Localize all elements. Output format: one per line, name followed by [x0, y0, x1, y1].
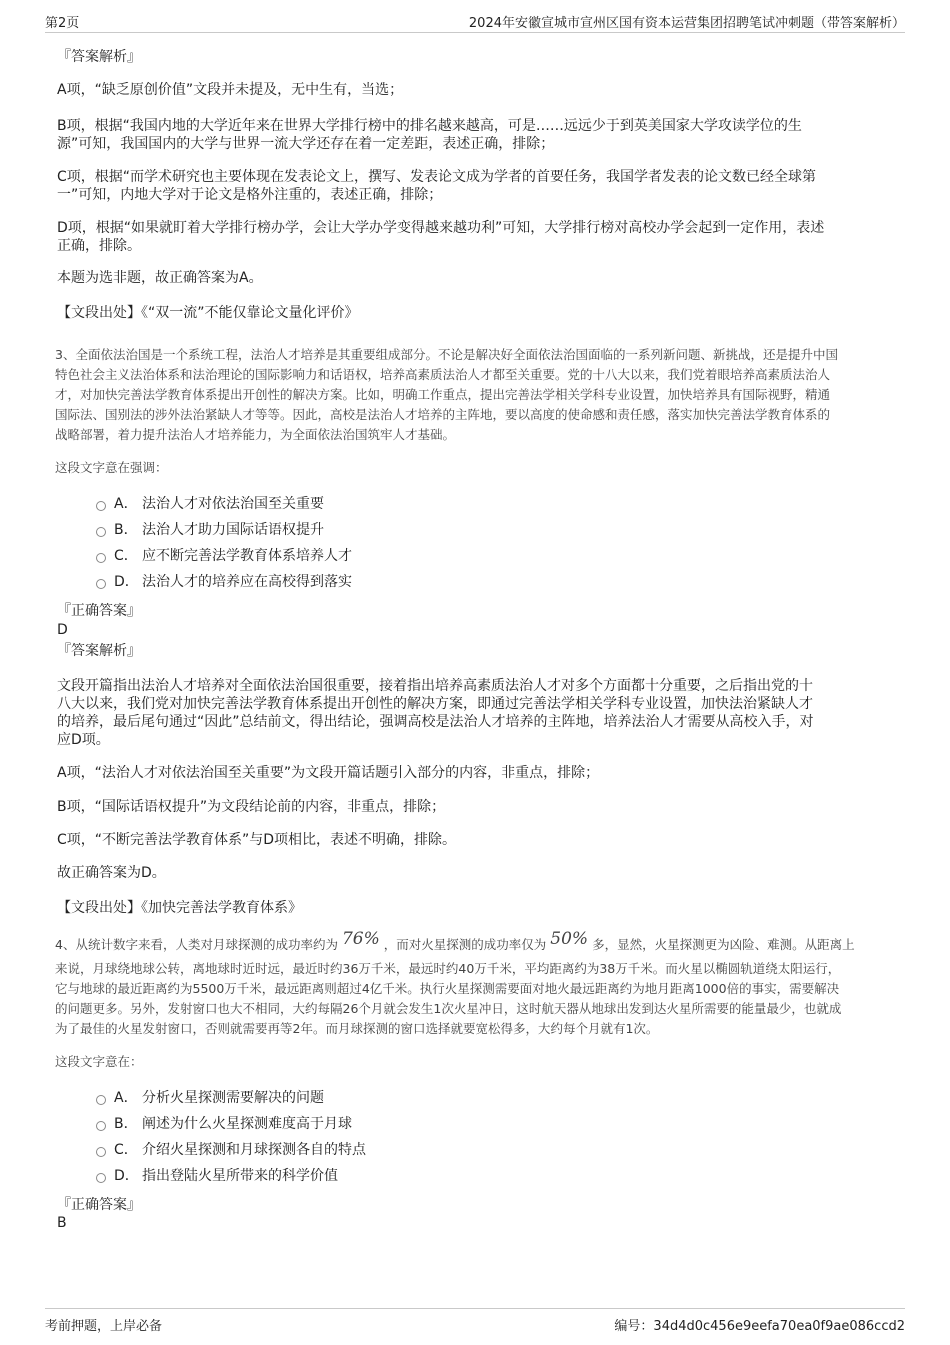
analysis-option-d-line2: 正确，排除。 — [57, 238, 141, 254]
correct-answer-value: D — [57, 622, 68, 638]
passage-source: 【文段出处】《“双一流”不能仅靠论文量化评价》 — [57, 305, 359, 321]
correct-answer-heading: 『正确答案』 — [57, 1197, 141, 1213]
radio-icon[interactable] — [96, 579, 106, 589]
q4-option-c[interactable]: C． 介绍火星探测和月球探测各自的特点 — [96, 1139, 366, 1161]
q4-option-d[interactable]: D． 指出登陆火星所带来的科学价值 — [96, 1165, 338, 1187]
page-header — [45, 8, 905, 33]
q3-analysis-line2: 八大以来，我们党对加快完善法学教育体系提出开创性的解决方案，即通过完善法学相关学科专业设置，加快法治紧缺人才 — [57, 696, 813, 712]
q3-analysis-line3: 的培养，最后尾句通过“因此”总结前文，得出结论，强调高校是法治人才培养的主阵地，培养法治人才需要从高校入手，对 — [57, 714, 814, 730]
question-4-line3: 它与地球的最近距离约为5500万千米，最远距离则超过4亿千米。执行火星探测需要面对地火最远距离约为地月距离1000倍的事实，需要解决 — [55, 981, 840, 996]
question-3-line3: 才，对加快完善法学教育体系提出开创性的解决方案。比如，明确工作重点，提出完善法学相关学科专业设置，加快培养具有国际视野，精通 — [55, 387, 831, 402]
radio-icon[interactable] — [96, 1173, 106, 1183]
q4-option-a[interactable]: A． 分析火星探测需要解决的问题 — [96, 1087, 324, 1109]
q3-passage-source: 【文段出处】《加快完善法学教育体系》 — [57, 900, 302, 916]
question-3-prompt: 这段文字意在强调： — [55, 460, 168, 475]
question-4-line2: 来说，月球绕地球公转，离地球时近时远，最近时约36万千米，最远时约40万千米，平均距离约为38万千米。而火星以椭圆轨道绕太阳运行， — [55, 961, 841, 976]
q3-option-a[interactable]: A． 法治人才对依法治国至关重要 — [96, 493, 324, 515]
q3-analysis-option-a: A项，“法治人才对依法治国至关重要”为文段开篇话题引入部分的内容，非重点，排除； — [57, 765, 600, 781]
page-footer — [45, 1308, 905, 1337]
question-3-line1: 3、全面依法治国是一个系统工程，法治人才培养是其重要组成部分。不论是解决好全面依法治国面临的一系列新问题、新挑战，还是提升中国 — [55, 347, 838, 362]
analysis-option-d-line1: D项，根据“如果就盯着大学排行榜办学，会让大学办学变得越来越功利”可知，大学排行榜对高校办学会起到一定作用，表述 — [57, 220, 825, 236]
q3-analysis-option-c: C项，“不断完善法学教育体系”与D项相比，表述不明确，排除。 — [57, 832, 457, 848]
analysis-option-b-line2: 源”可知，我国国内的大学与世界一流大学还存在着一定差距，表述正确，排除； — [57, 136, 555, 152]
document-title: 2024年安徽宣城市宣州区国有资本运营集团招聘笔试冲刺题（带答案解析） — [468, 16, 905, 31]
analysis-option-c-line1: C项，根据“而学术研究也主要体现在发表论文上，撰写、发表论文成为学者的首要任务，我国学者发表的论文数已经全球第 — [57, 169, 817, 185]
page-number: 第2页 — [45, 16, 80, 31]
correct-answer-heading: 『正确答案』 — [57, 603, 141, 619]
correct-answer-value: B — [57, 1215, 67, 1231]
radio-icon[interactable] — [96, 501, 106, 511]
radio-icon[interactable] — [96, 1095, 106, 1105]
radio-icon[interactable] — [96, 553, 106, 563]
question-4-prompt: 这段文字意在： — [55, 1054, 143, 1069]
moon-success-rate: 76% — [341, 929, 380, 949]
footer-slogan: 考前押题，上岸必备 — [45, 1319, 163, 1334]
radio-icon[interactable] — [96, 1147, 106, 1157]
question-3-line4: 国际法、国别法的涉外法治紧缺人才等等。因此，高校是法治人才培养的主阵地，要以高度的使命感和责任感，落实加快完善法学教育体系的 — [55, 407, 831, 422]
question-4-line4: 的问题更多。另外，发射窗口也大不相同，大约每隔26个月就会发生1次火星冲日，这时航天器从地球出发到达火星所需要的能量最少，也就成 — [55, 1001, 842, 1016]
mars-success-rate: 50% — [550, 929, 589, 949]
analysis-option-a: A项，“缺乏原创价值”文段并未提及，无中生有，当选； — [57, 82, 404, 98]
question-3-line2: 特色社会主义法治体系和法治理论的国际影响力和话语权，培养高素质法治人才都至关重要。党的十八大以来，我们党着眼培养高素质法治人 — [55, 367, 831, 382]
q4-option-b[interactable]: B． 阐述为什么火星探测难度高于月球 — [96, 1113, 352, 1135]
q3-option-d[interactable]: D． 法治人才的培养应在高校得到落实 — [96, 571, 352, 593]
document-id: 编号：34d4d0c456e9eefa70ea0f9ae086ccd2 — [614, 1319, 905, 1334]
q3-analysis-option-b: B项，“国际话语权提升”为文段结论前的内容，非重点，排除； — [57, 799, 446, 815]
answer-analysis-heading: 『答案解析』 — [57, 49, 141, 65]
radio-icon[interactable] — [96, 1121, 106, 1131]
analysis-conclusion: 本题为选非题，故正确答案为A。 — [57, 270, 263, 286]
question-3-line5: 战略部署，着力提升法治人才培养能力，为全面依法治国筑牢人才基础。 — [55, 427, 456, 442]
q3-analysis-line4: 应D项。 — [57, 732, 110, 748]
q3-option-c[interactable]: C． 应不断完善法学教育体系培养人才 — [96, 545, 352, 567]
analysis-option-b-line1: B项，根据“我国内地的大学近年来在世界大学排行榜中的排名越来越高，可是……远远少于到英美国家大学攻读学位的生 — [57, 118, 802, 134]
analysis-option-c-line2: 一”可知，内地大学对于论文是格外注重的，表述正确，排除； — [57, 187, 443, 203]
radio-icon[interactable] — [96, 527, 106, 537]
answer-analysis-heading: 『答案解析』 — [57, 643, 141, 659]
q3-analysis-line1: 文段开篇指出法治人才培养对全面依法治国很重要，接着指出培养高素质法治人才对多个方面都十分重要，之后指出党的十 — [57, 678, 813, 694]
q3-analysis-conclusion: 故正确答案为D。 — [57, 865, 166, 881]
q3-option-b[interactable]: B． 法治人才助力国际话语权提升 — [96, 519, 324, 541]
question-4-line1: 4、从统计数字来看，人类对月球探测的成功率约为 76% ，而对火星探测的成功率仅为 50% 多，显然，火星探测更为凶险、难测。从距离上 — [55, 929, 855, 952]
question-4-line5: 为了最佳的火星发射窗口，否则就需要再等2年。而月球探测的窗口选择就要宽松得多，大约每个月就有1次。 — [55, 1021, 659, 1036]
